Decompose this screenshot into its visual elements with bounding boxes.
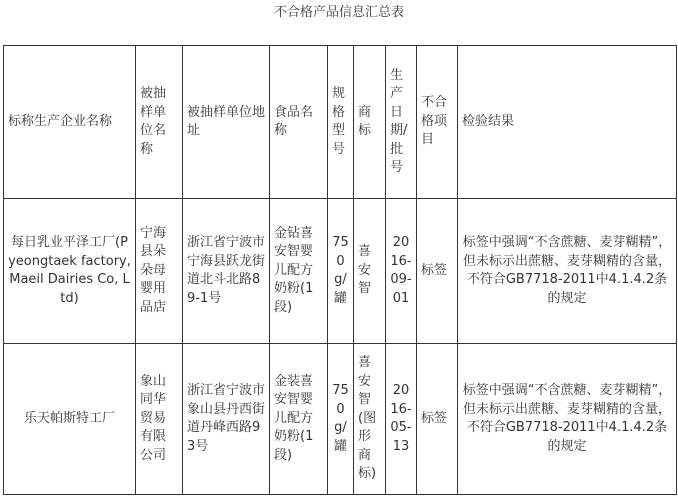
cell-maker: 每日乳业平泽工厂(Pyeongtaek factory, Maeil Dairies Co, Ltd) [4, 199, 136, 344]
cell-food-name: 金装喜安智婴儿配方奶粉(1段) [270, 344, 328, 495]
table-header-row [4, 46, 677, 199]
cell-sampled-address: 浙江省宁波市象山县丹西街道丹峰西路93号 [183, 344, 270, 495]
cell-maker: 乐天帕斯特工厂 [4, 344, 136, 495]
cell-sampled-unit: 宁海县朵朵母婴用品店 [136, 199, 183, 344]
header-maker: 标称生产企业名称 [4, 46, 136, 199]
cell-spec: 750g/罐 [328, 344, 354, 495]
cell-brand: 喜安智 [354, 199, 386, 344]
table-row [4, 199, 677, 344]
cell-inspection-result: 标签中强调“不含蔗糖、麦芽糊精”，但未标示出蔗糖、麦芽糊精的含量，不符合GB7718-2011中4.1.4.2条的规定 [458, 344, 677, 495]
header-sampled-unit: 被抽样单位名称 [136, 46, 183, 199]
cell-food-name: 金钻喜安智婴儿配方奶粉(1段) [270, 199, 328, 344]
cell-sampled-address: 浙江省宁波市宁海县跃龙街道北斗北路89-1号 [183, 199, 270, 344]
table-row [4, 344, 677, 495]
header-failed-item: 不合格项目 [417, 46, 458, 199]
cell-failed-item: 标签 [417, 199, 458, 344]
cell-sampled-unit: 象山同华贸易有限公司 [136, 344, 183, 495]
cell-inspection-result: 标签中强调“不含蔗糖、麦芽糊精”，但未标示出蔗糖、麦芽糊精的含量，不符合GB7718-2011中4.1.4.2条的规定 [458, 199, 677, 344]
cell-failed-item: 标签 [417, 344, 458, 495]
cell-spec: 750g/罐 [328, 199, 354, 344]
header-sampled-address: 被抽样单位地址 [183, 46, 270, 199]
page-title: 不合格产品信息汇总表 [273, 5, 404, 20]
cell-brand: 喜安智(图形商标) [354, 344, 386, 495]
unqualified-products-table [3, 45, 677, 495]
header-inspection-result: 检验结果 [458, 46, 677, 199]
header-production-date: 生产日期/批号 [386, 46, 417, 199]
header-food-name: 食品名称 [270, 46, 328, 199]
header-spec: 规格型号 [328, 46, 354, 199]
cell-production-date: 2016-09-01 [386, 199, 417, 344]
cell-production-date: 2016-05-13 [386, 344, 417, 495]
header-brand: 商标 [354, 46, 386, 199]
